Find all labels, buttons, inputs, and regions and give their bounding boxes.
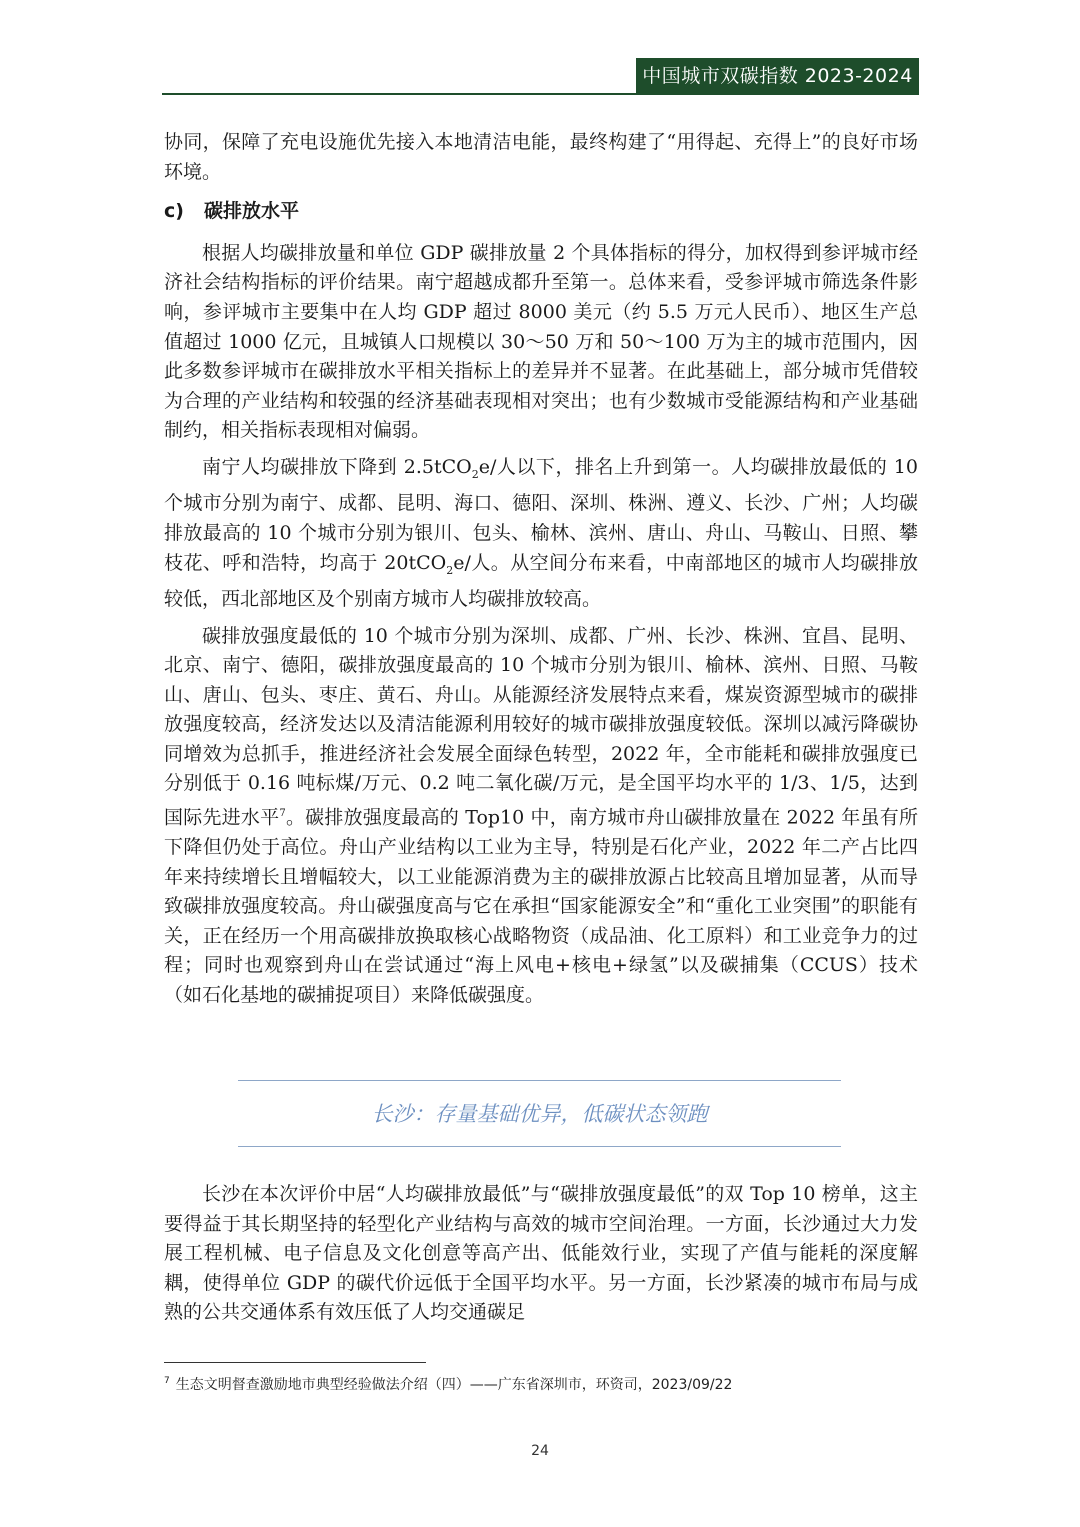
running-header: 中国城市双碳指数 2023-2024 <box>636 58 919 95</box>
footnote <box>164 1374 918 1394</box>
page-number: 24 <box>531 1443 549 1459</box>
p2-sub-1: 2 <box>471 467 479 481</box>
paragraph-per-capita <box>164 453 918 615</box>
section-letter: c) <box>164 200 184 223</box>
section-title: 碳排放水平 <box>204 200 300 223</box>
p2-part-a: 南宁人均碳排放下降到 2.5tCO <box>202 455 472 478</box>
main-text <box>164 128 918 1018</box>
paragraph-overview: 根据人均碳排放量和单位 GDP 碳排放量 2 个具体指标的得分，加权得到参评城市经济社会结构指标的评价结果。南宁超越成都升至第一。总体来看，受参评城市筛选条件影响，参评城市主要集中在人均 GDP 超过 8000 美元（约 5.5 万元人民币）、地区生产总值超过 1000 亿元，且城镇人口规模以 30～50 万和 50～100 万为主的城市范围内，因此多数参评城市在碳排放水平相关指标上的差异并不显著。在此基础上，部分城市凭借较为合理的产业结构和较强的经济基础表现相对突出；也有少数城市受能源结构和产业基础制约，相关指标表现相对偏弱。 <box>164 241 918 442</box>
p3-part-b: 。碳排放强度最高的 Top10 中，南方城市舟山碳排放量在 2022 年虽有所下降但仍处于高位。舟山产业结构以工业为主导，特别是石化产业，2022 年二产占比四年来持续增长且增幅较大，以工业能源消费为主的碳排放源占比较高且增加显著，从而导致碳排放强度较高。舟山碳强度高与它在承担“国家能源安全”和“重化工业突围”的职能有关，正在经历一个用高碳排放换取核心战略物资（成品油、化工原料）和工业竞争力的过程；同时也观察到舟山在尝试通过“海上风电+核电+绿氢”以及碳捕集（CCUS）技术（如石化基地的碳捕捉项目）来降低碳强度。 <box>164 806 918 1006</box>
p2-sub-2: 2 <box>446 563 454 577</box>
p3-part-a: 碳排放强度最低的 10 个城市分别为深圳、成都、广州、长沙、株洲、宜昌、昆明、北京、南宁、德阳，碳排放强度最高的 10 个城市分别为银川、榆林、滨州、日照、马鞍山、唐山、包头、枣庄、黄石、舟山。从能源经济发展特点来看，煤炭资源型城市的碳排放强度较高，经济发达以及清洁能源利用较好的城市碳排放强度较低。深圳以减污降碳协同增效为总抓手，推进经济社会发展全面绿色转型，2022 年，全市能耗和碳排放强度已分别低于 0.16 吨标煤/万元、0.2 吨二氧化碳/万元，是全国平均水平的 1/3、1/5，达到国际先进水平 <box>164 624 918 829</box>
p2-part-b: e/人以下，排名上升到第一。人均碳排放最低的 10 个城市分别为南宁、成都、昆明、海口、德阳、深圳、株洲、遵义、长沙、广州；人均碳排放最高的 10 个城市分别为银川、包头、榆林、滨州、唐山、舟山、马鞍山、日照、攀枝花、呼和浩特，均高于 20tCO <box>164 455 918 574</box>
footnote-rule <box>164 1362 426 1363</box>
footnote-number: 7 <box>164 1376 170 1387</box>
footnote-ref[interactable]: 7 <box>279 808 286 820</box>
section-heading <box>164 197 918 227</box>
continuation-paragraph: 协同，保障了充电设施优先接入本地清洁电能，最终构建了“用得起、充得上”的良好市场环境。 <box>164 131 918 183</box>
callout-bottom-rule <box>238 1146 841 1147</box>
callout-top-rule <box>238 1080 841 1081</box>
footnote-text: 生态文明督查激励地市典型经验做法介绍（四）——广东省深圳市，环资司，2023/09/22 <box>175 1377 733 1393</box>
changsha-paragraph: 长沙在本次评价中居“人均碳排放最低”与“碳排放强度最低”的双 Top 10 榜单，这主要得益于其长期坚持的轻型化产业结构与高效的城市空间治理。一方面，长沙通过大力发展工程机械、电子信息及文化创意等高产出、低能效行业，实现了产值与能耗的深度解耦，使得单位 GDP 的碳代价远低于全国平均水平。另一方面，长沙紧凑的城市布局与成熟的公共交通体系有效压低了人均交通碳足 <box>164 1183 918 1324</box>
changsha-text <box>164 1180 918 1328</box>
paragraph-intensity <box>164 622 918 1011</box>
p2-part-c: e/人。从空间分布来看，中南部地区的城市人均碳排放较低，西北部地区及个别南方城市人均碳排放较高。 <box>164 551 919 610</box>
callout-title: 长沙：存量基础优异，低碳状态领跑 <box>371 1102 708 1126</box>
